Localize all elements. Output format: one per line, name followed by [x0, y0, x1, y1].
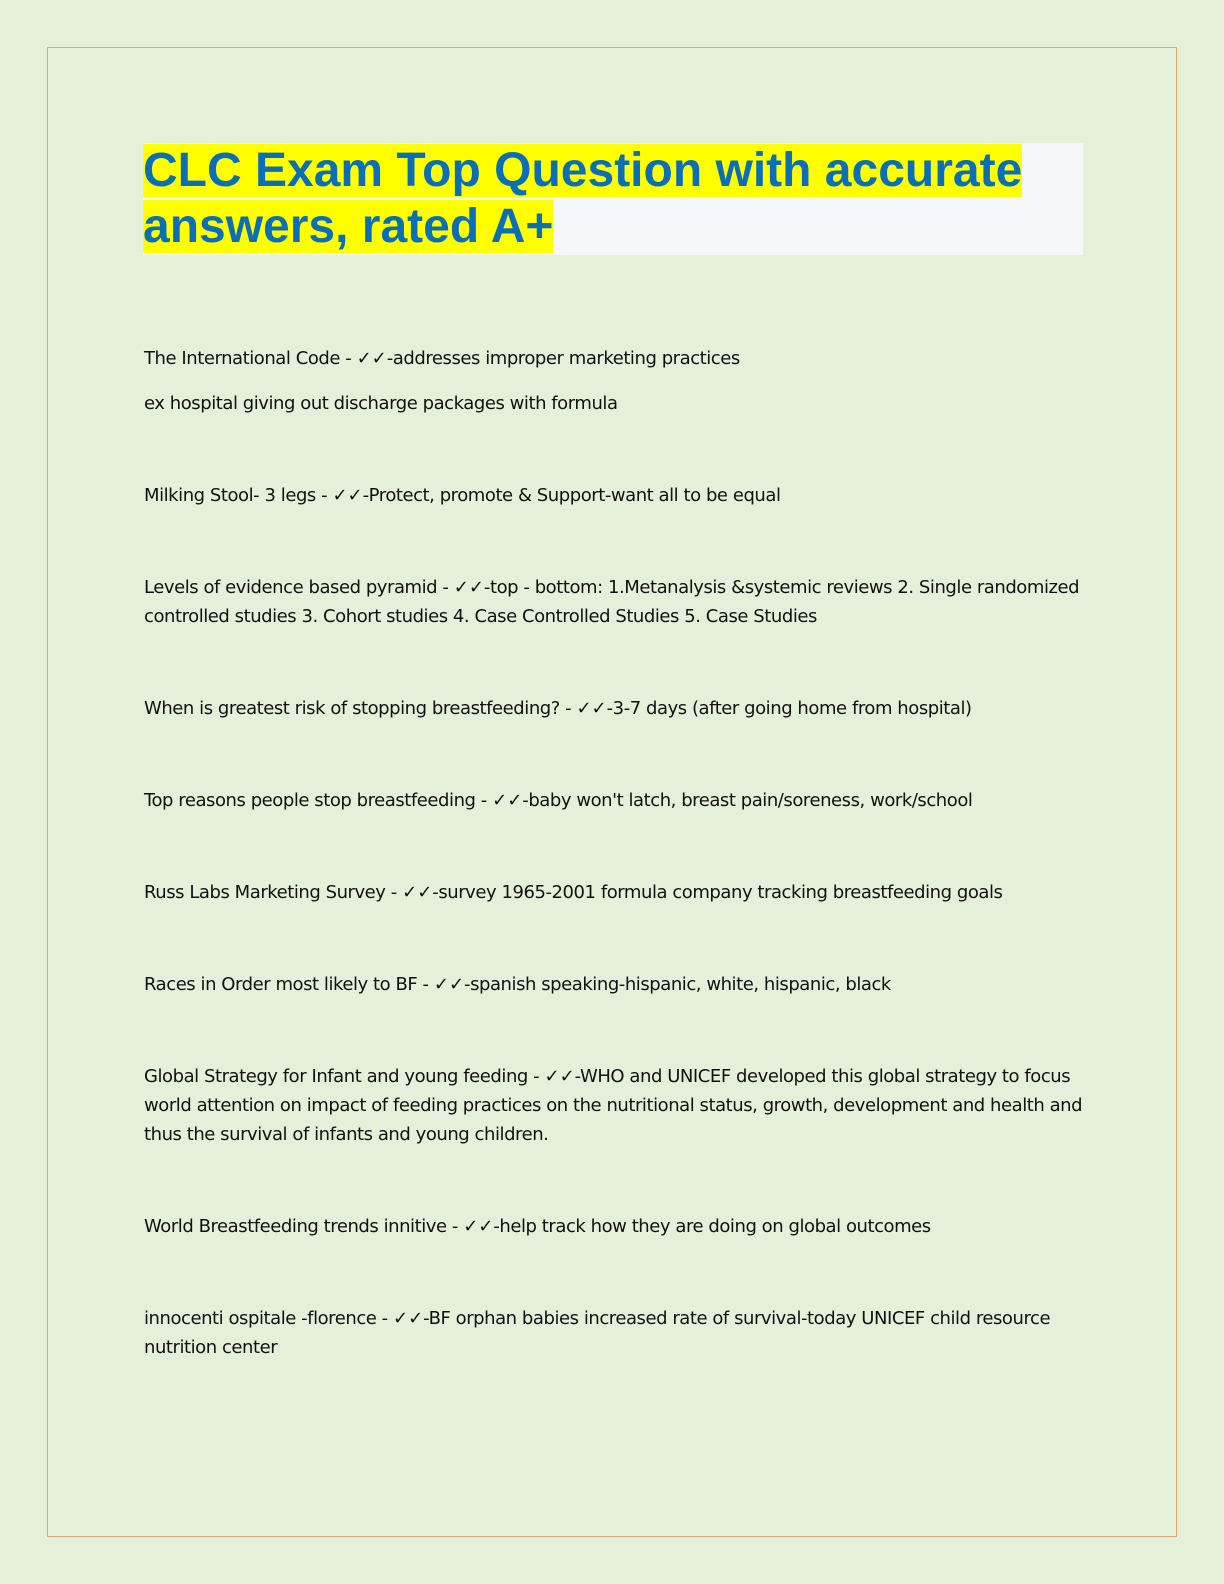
- check-mark-icon: ✓✓: [576, 698, 607, 719]
- qa-text: [144, 1062, 1084, 1149]
- qa-answer: -3-7 days (after going home from hospital): [606, 698, 972, 719]
- document-title: [143, 143, 1083, 255]
- qa-answer: -BF orphan babies increased rate of survival-today UNICEF child resource nutrition center: [144, 1308, 1051, 1358]
- qa-term: The International Code -: [144, 348, 352, 369]
- qa-text: [144, 573, 1084, 631]
- check-mark-icon: ✓✓: [332, 485, 363, 506]
- qa-extra: ex hospital giving out discharge packages with formula: [144, 393, 618, 414]
- qa-text: [144, 344, 1084, 373]
- qa-term: Levels of evidence based pyramid -: [144, 577, 449, 598]
- check-mark-icon: ✓✓: [463, 1216, 494, 1237]
- qa-item-global-strategy: [144, 1062, 1084, 1149]
- qa-term: Milking Stool- 3 legs -: [144, 485, 328, 506]
- qa-text: [144, 970, 1084, 999]
- qa-item-innocenti: [144, 1304, 1084, 1362]
- qa-term: Russ Labs Marketing Survey -: [144, 882, 397, 903]
- qa-term: Top reasons people stop breastfeeding -: [144, 790, 487, 811]
- qa-term: World Breastfeeding trends innitive -: [144, 1216, 458, 1237]
- qa-text: [144, 1304, 1084, 1362]
- qa-answer: -top - bottom: 1.Metanalysis &systemic reviews 2. Single randomized controlled studies 3. Cohort studies 4. Case Controlled Studies 5. Case Studies: [144, 577, 1080, 627]
- qa-text: [144, 1212, 1084, 1241]
- qa-term: Races in Order most likely to BF -: [144, 974, 429, 995]
- check-mark-icon: ✓✓: [544, 1066, 575, 1087]
- qa-item-international-code: [144, 344, 1084, 418]
- check-mark-icon: ✓✓: [453, 577, 484, 598]
- check-mark-icon: ✓✓: [433, 974, 465, 995]
- qa-term: When is greatest risk of stopping breastfeeding? -: [144, 698, 572, 719]
- check-mark-icon: ✓✓: [492, 790, 523, 811]
- qa-text: [144, 786, 1084, 815]
- check-mark-icon: ✓✓: [356, 348, 387, 369]
- qa-answer: -survey 1965-2001 formula company tracking breastfeeding goals: [432, 882, 1003, 903]
- qa-answer: -Protect, promote & Support-want all to be equal: [362, 485, 781, 506]
- qa-item-evidence-pyramid: [144, 573, 1084, 631]
- qa-item-greatest-risk: [144, 694, 1084, 723]
- qa-answer: -baby won't latch, breast pain/soreness, work/school: [522, 790, 973, 811]
- qa-answer: -addresses improper marketing practices: [386, 348, 740, 369]
- qa-text: [144, 694, 1084, 723]
- title-highlight: CLC Exam Top Question with accurate answers, rated A+: [143, 144, 1023, 253]
- qa-term: innocenti ospitale -florence -: [144, 1308, 388, 1329]
- qa-item-races-order: [144, 970, 1084, 999]
- title-block: [143, 143, 1083, 255]
- qa-answer: -help track how they are doing on global outcomes: [493, 1216, 931, 1237]
- qa-text: [144, 878, 1084, 907]
- qa-term: Global Strategy for Infant and young feeding -: [144, 1066, 540, 1087]
- qa-answer: -WHO and UNICEF developed this global strategy to focus world attention on impact of feeding practices on the nutritional status, growth, development and health and thus the survival of infants and young children.: [144, 1066, 1083, 1145]
- qa-item-top-reasons: [144, 786, 1084, 815]
- qa-item-milking-stool: [144, 481, 1084, 510]
- check-mark-icon: ✓✓: [393, 1308, 424, 1329]
- qa-answer: -spanish speaking-hispanic, white, hispanic, black: [464, 974, 891, 995]
- qa-text: [144, 481, 1084, 510]
- check-mark-icon: ✓✓: [402, 882, 433, 903]
- qa-list: [144, 344, 1084, 1425]
- qa-item-russ-labs: [144, 878, 1084, 907]
- qa-item-world-trends: [144, 1212, 1084, 1241]
